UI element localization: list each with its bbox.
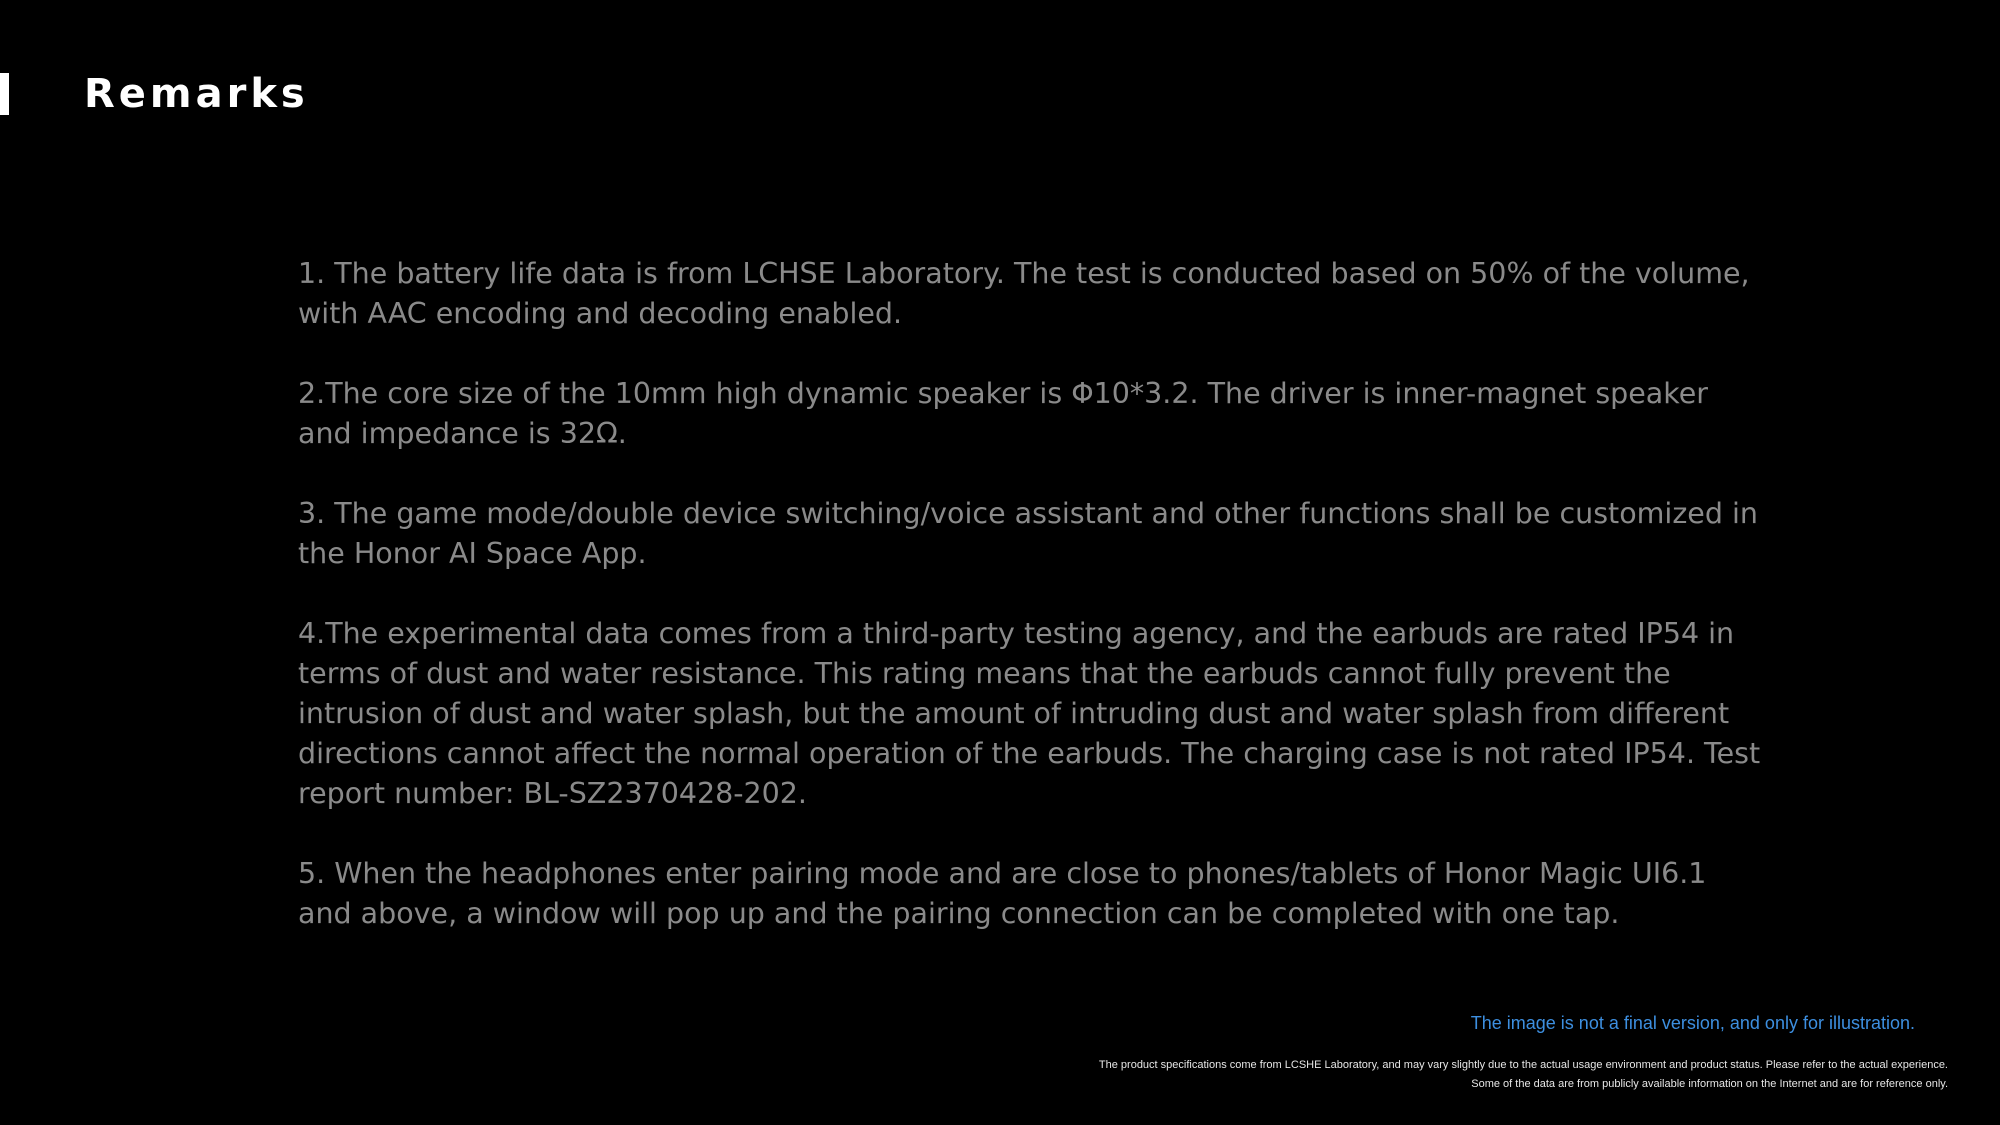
remark-item-1: 1. The battery life data is from LCHSE Laboratory. The test is conducted based on 50% of the volume, with AAC encoding and decoding enabled. (298, 257, 1750, 330)
footnote (1048, 1056, 1948, 1094)
remark-item-5: 5. When the headphones enter pairing mode and are close to phones/tablets of Honor Magic UI6.1 and above, a window will pop up and the pairing connection can be completed with one tap. (298, 857, 1707, 930)
footnote-reference: Some of the data are from publicly available information on the Internet and are for reference only. (1471, 1078, 1948, 1090)
page-title: Remarks (84, 71, 309, 117)
illustration-notice: The image is not a final version, and only for illustration. (1470, 1013, 1915, 1033)
remark-item-4: 4.The experimental data comes from a third-party testing agency, and the earbuds are rated IP54 in terms of dust and water resistance. This rating means that the earbuds cannot fully prevent the intrusion of dust and water splash, but the amount of intruding dust and water splash from different directions cannot affect the normal operation of the earbuds. The charging case is not rated IP54. Test report number: BL-SZ2370428-202. (298, 617, 1761, 810)
remarks-list (298, 254, 1768, 974)
title-accent-bar (0, 73, 9, 115)
remark-item-3: 3. The game mode/double device switching/voice assistant and other functions shall be customized in the Honor AI Space App. (298, 497, 1758, 570)
footnote-specifications: The product specifications come from LCSHE Laboratory, and may vary slightly due to the actual usage environment and product status. Please refer to the actual experience. (1098, 1059, 1948, 1071)
remark-item-2: 2.The core size of the 10mm high dynamic speaker is Φ10*3.2. The driver is inner-magnet speaker and impedance is 32Ω. (298, 377, 1708, 450)
